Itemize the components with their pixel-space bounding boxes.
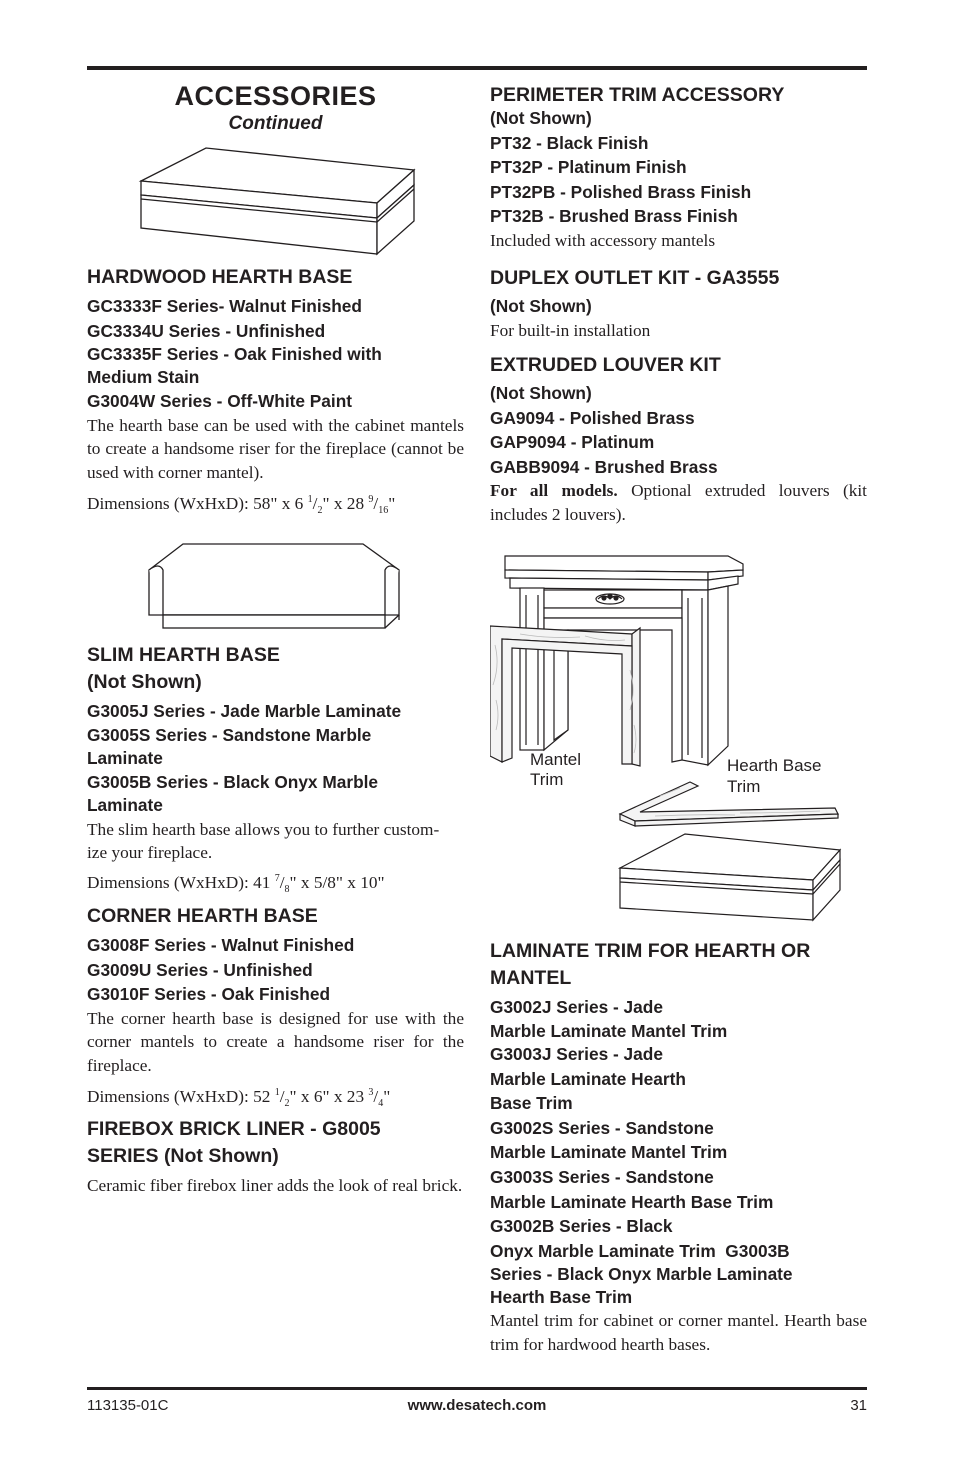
footer-website[interactable]: www.desatech.com [407, 1397, 547, 1414]
perimeter-item: (Not Shown) [490, 108, 592, 128]
laminate-description: Mantel trim for cabinet or corner mantel. Hearth base trim for hardwood hearth bases. [490, 1311, 867, 1354]
corner-hearth-section [87, 903, 464, 1117]
firebox-heading-line2: SERIES (Not Shown) [87, 1145, 279, 1167]
corner-item: G3010F Series - Oak Finished [87, 984, 331, 1005]
laminate-item: G3003S Series - Sandstone [490, 1166, 714, 1187]
hardwood-hearth-section [87, 264, 464, 524]
laminate-heading-line1: LAMINATE TRIM FOR HEARTH OR [490, 940, 811, 962]
laminate-item: Hearth Base Trim [490, 1287, 633, 1308]
page-title: ACCESSORIES [174, 81, 377, 111]
perimeter-item: PT32P - Platinum Finish [490, 157, 687, 178]
laminate-trim-section [490, 938, 867, 1356]
bottom-rule [87, 1387, 867, 1390]
louver-item: GA9094 - Polished Brass [490, 407, 695, 428]
louver-item: GAP9094 - Platinum [490, 432, 655, 453]
mantel-trim-label: Mantel Trim [530, 750, 582, 789]
slim-heading: SLIM HEARTH BASE [87, 644, 280, 666]
duplex-item: (Not Shown) [490, 296, 592, 316]
firebox-section [87, 1116, 464, 1198]
slim-heading-sub: (Not Shown) [87, 671, 202, 693]
hardwood-dimensions: Dimensions (WxHxD): 58" x 6 $^1/_2$" x 28 $^9/_{16}$" [87, 494, 396, 517]
slim-item: Laminate [87, 795, 163, 816]
corner-heading: CORNER HEARTH BASE [87, 905, 318, 927]
corner-description: The corner hearth base is designed for use with the corner mantels to create a handsome riser for the fireplace. [87, 1008, 464, 1075]
perimeter-item: PT32B - Brushed Brass Finish [490, 206, 738, 227]
duplex-outlet-section [490, 265, 867, 342]
slim-description-line1: The slim hearth base allows you to further custom- [87, 819, 440, 839]
duplex-heading: DUPLEX OUTLET KIT - GA3555 [490, 267, 780, 289]
laminate-item: Onyx Marble Laminate Trim G3003B [490, 1240, 790, 1261]
laminate-item: Base Trim [490, 1093, 573, 1114]
corner-item: G3008F Series - Walnut Finished [87, 935, 355, 955]
laminate-item: Marble Laminate Hearth [490, 1068, 686, 1089]
louver-description: For all models. Optional extruded louvers (kit includes 2 louvers). [490, 481, 867, 524]
slim-hearth-section [87, 642, 464, 902]
laminate-item: Marble Laminate Hearth Base Trim [490, 1191, 774, 1212]
hardwood-hearth-base-illustration [137, 145, 417, 257]
footer-page-number: 31 [850, 1397, 867, 1414]
mantel-trim-illustration [490, 550, 867, 922]
perimeter-description: Included with accessory mantels [490, 230, 716, 250]
corner-hearth-base-illustration [145, 540, 403, 634]
hardwood-description: The hearth base can be used with the cabinet mantels to create a handsome riser for the fireplace (cannot be used with corner mantel). [87, 415, 464, 482]
laminate-item: G3002J Series - Jade [490, 997, 663, 1017]
slim-dimensions: Dimensions (WxHxD): 41 $^7/_8$" x 5/8" x 10" [87, 872, 385, 895]
perimeter-item: PT32PB - Polished Brass Finish [490, 181, 752, 202]
louver-item: GABB9094 - Brushed Brass [490, 456, 718, 477]
top-rule [87, 66, 867, 70]
slim-description-line2: ize your fireplace. [87, 843, 213, 863]
laminate-item: G3002S Series - Sandstone [490, 1117, 714, 1138]
footer-doc-number: 113135-01C [87, 1397, 169, 1414]
corner-dimensions: Dimensions (WxHxD): 52 $^1/_2$" x 6" x 23 $^3/_4$" [87, 1087, 391, 1110]
firebox-description: Ceramic fiber firebox liner adds the look of real brick. [87, 1176, 463, 1195]
hardwood-item: GC3333F Series- Walnut Finished [87, 296, 362, 316]
louver-kit-section [490, 352, 867, 526]
corner-item: G3009U Series - Unfinished [87, 959, 313, 980]
hardwood-item: Medium Stain [87, 367, 200, 388]
slim-item: G3005B Series - Black Onyx Marble [87, 771, 379, 792]
laminate-heading-line2: MANTEL [490, 967, 572, 989]
hardwood-heading: HARDWOOD HEARTH BASE [87, 266, 353, 288]
slim-item: Laminate [87, 748, 163, 769]
page-subtitle: Continued [228, 113, 323, 134]
hardwood-item: GC3334U Series - Unfinished [87, 320, 326, 341]
hardwood-item: G3004W Series - Off-White Paint [87, 391, 353, 412]
firebox-heading-line1: FIREBOX BRICK LINER - G8005 [87, 1118, 381, 1140]
louver-item: (Not Shown) [490, 383, 592, 403]
slim-item: G3005S Series - Sandstone Marble [87, 724, 372, 745]
perimeter-item: PT32 - Black Finish [490, 132, 649, 153]
laminate-item: Marble Laminate Mantel Trim [490, 1142, 728, 1163]
laminate-item: Marble Laminate Mantel Trim [490, 1020, 728, 1041]
slim-item: G3005J Series - Jade Marble Laminate [87, 701, 402, 721]
laminate-item: G3003J Series - Jade [490, 1044, 663, 1065]
laminate-item: Series - Black Onyx Marble Laminate [490, 1264, 793, 1285]
louver-heading: EXTRUDED LOUVER KIT [490, 354, 721, 376]
hardwood-item: GC3335F Series - Oak Finished with [87, 344, 382, 365]
laminate-item: G3002B Series - Black [490, 1216, 673, 1237]
hearth-base-trim-label: Hearth Base Trim [727, 756, 822, 796]
duplex-description: For built-in installation [490, 320, 651, 340]
perimeter-trim-section [490, 82, 867, 252]
perimeter-heading: PERIMETER TRIM ACCESSORY [490, 84, 785, 106]
